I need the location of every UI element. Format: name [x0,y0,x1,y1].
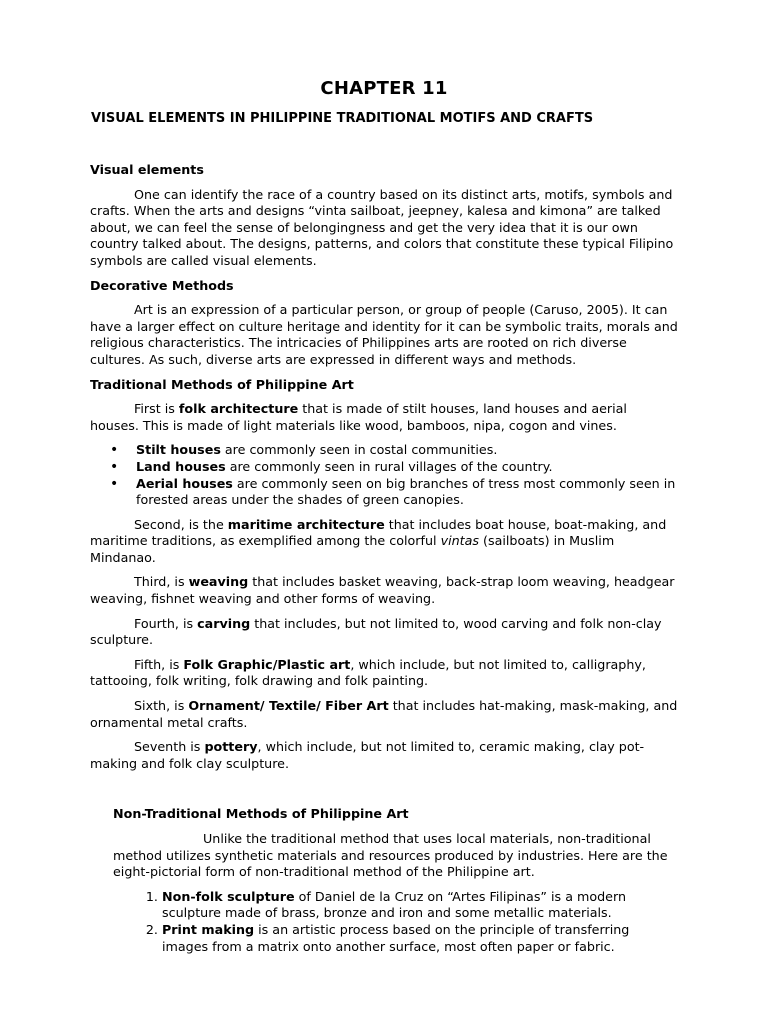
folk-graphic-paragraph: Fifth, is Folk Graphic/Plastic art, which include, but not limited to, calligraphy, tattooing, folk writing, folk drawing and folk painting. [90,656,646,689]
visual-elements-heading: Visual elements [90,162,204,177]
maritime-architecture-paragraph: Second, is the maritime architecture that includes boat house, boat-making, and maritime traditions, as exemplified among the colorful vintas (sailboats) in Muslim Mindanao. [90,516,667,565]
non-traditional-paragraph: Unlike the traditional method that uses local materials, non-traditional method utilizes synthetic materials and resources produced by industries. Here are the eight-pictorial form of non-traditional method of the Philippine art. [113,831,668,880]
list-item: • Aerial houses are commonly seen on big branches of tress most commonly seen in forested areas under the shades of green canopies. [136,476,678,509]
document-body [90,162,678,955]
list-item: • Land houses are commonly seen in rural villages of the country. [136,459,678,476]
chapter-title: CHAPTER 11 [320,78,448,99]
decorative-methods-paragraph: Art is an expression of a particular person, or group of people (Caruso, 2005). It can have a larger effect on culture heritage and identity for it can be symbolic traits, morals and religious characteristics. The intricacies of Philippines arts are rooted on rich diverse cultures. As such, diverse arts are expressed in different ways and methods. [90,302,678,367]
carving-paragraph: Fourth, is carving that includes, but not limited to, wood carving and folk non-clay sculpture. [90,615,662,648]
traditional-methods-heading: Traditional Methods of Philippine Art [90,376,354,392]
list-item: • Stilt houses are commonly seen in costal communities. [136,442,678,459]
folk-architecture-paragraph: First is folk architecture that is made of stilt houses, land houses and aerial houses. This is made of light materials like wood, bamboos, nipa, cogon and vines. [90,401,627,433]
pottery-paragraph: Seventh is pottery, which include, but not limited to, ceramic making, clay pot-making and folk clay sculpture. [90,739,645,771]
decorative-methods-heading: Decorative Methods [90,277,234,293]
section-spacer [90,780,678,806]
chapter-subtitle: VISUAL ELEMENTS IN PHILIPPINE TRADITIONAL MOTIFS AND CRAFTS [91,111,594,126]
non-traditional-methods-heading: Non-Traditional Methods of Philippine Art [113,806,409,822]
list-item: 2. Print making is an artistic process based on the principle of transferring images from a matrix onto another surface, most often paper or fabric. [162,922,678,955]
non-traditional-list [90,889,678,955]
weaving-paragraph: Third, is weaving that includes basket weaving, back-strap loom weaving, headgear weaving, fishnet weaving and other forms of weaving. [90,574,675,607]
visual-elements-paragraph: One can identify the race of a country based on its distinct arts, motifs, symbols and crafts. When the arts and designs “vinta sailboat, jeepney, kalesa and kimona” are talked about, we can feel the sense of belongingness and get the very idea that it is our own country talked about. The designs, patterns, and colors that constitute these typical Filipino symbols are called visual elements. [90,186,674,268]
list-item: 1. Non-folk sculpture of Daniel de la Cruz on “Artes Filipinas” is a modern sculpture made of brass, bronze and iron and some metallic materials. [162,889,678,922]
ornament-paragraph: Sixth, is Ornament/ Textile/ Fiber Art that includes hat-making, mask-making, and ornamental metal crafts. [90,698,678,730]
house-types-list [90,442,678,508]
